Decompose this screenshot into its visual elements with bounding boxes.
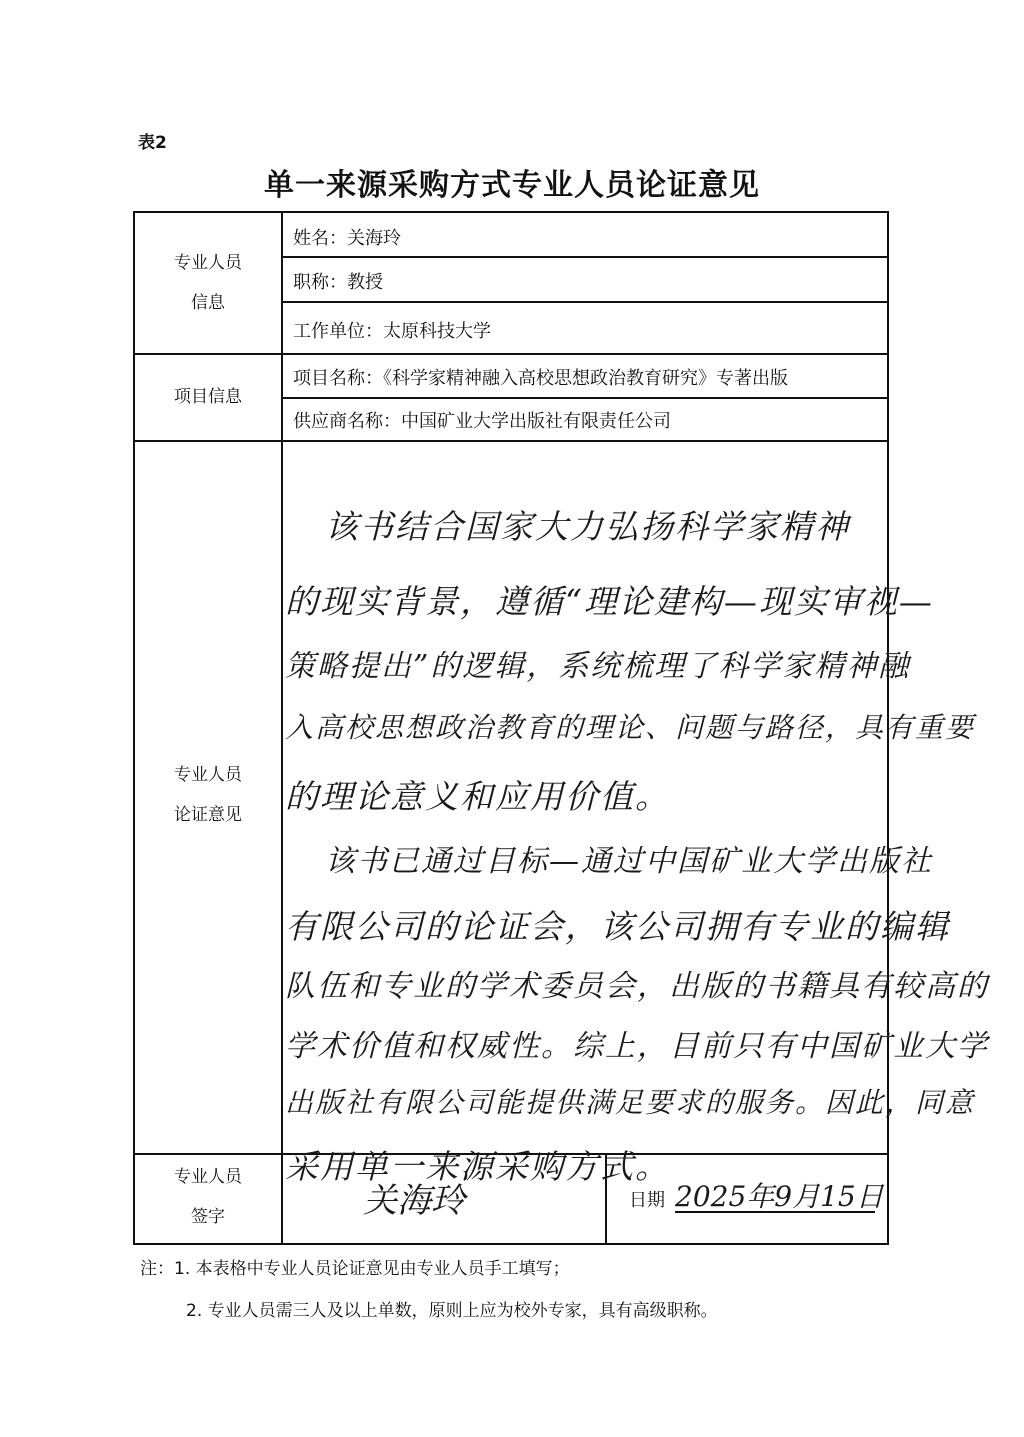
row-divider — [281, 256, 889, 258]
personnel-info-label — [135, 243, 281, 323]
handwritten-line: 采用单一来源采购方式。 — [285, 1147, 670, 1186]
handwritten-line: 入高校思想政治教育的理论、问题与路径，具有重要 — [285, 711, 976, 744]
document-title: 单一来源采购方式专业人员论证意见 — [264, 168, 760, 203]
personnel-title: 职称：教授 — [293, 272, 383, 293]
opinion-label-line1: 专业人员 — [174, 765, 242, 785]
row-divider — [281, 397, 889, 399]
signature-label-line2: 签字 — [191, 1207, 225, 1227]
handwritten-date: 2025年9月15日 — [675, 1175, 875, 1213]
supplier-name: 供应商名称：中国矿业大学出版社有限责任公司 — [293, 411, 671, 432]
handwritten-signature: 关海玲 — [363, 1181, 465, 1221]
handwritten-opinion — [285, 451, 989, 1186]
personnel-info-label-line1: 专业人员 — [174, 253, 242, 273]
note-line-1: 注：1. 本表格中专业人员论证意见由专业人员手工填写； — [140, 1259, 570, 1279]
date-label: 日期 — [629, 1190, 665, 1211]
opinion-label — [135, 755, 281, 835]
signature-label-line1: 专业人员 — [174, 1167, 242, 1187]
signature-label — [135, 1157, 281, 1237]
personnel-info-label-line2: 信息 — [191, 293, 225, 313]
personnel-employer: 工作单位：太原科技大学 — [293, 321, 491, 342]
project-name: 项目名称：《科学家精神融入高校思想政治教育研究》专著出版 — [293, 368, 788, 389]
handwritten-line: 该书已通过目标—通过中国矿业大学出版社 — [325, 844, 933, 879]
table-number-label: 表2 — [138, 133, 167, 153]
opinion-form-table — [133, 211, 989, 1245]
row-divider — [281, 301, 889, 303]
handwritten-line: 的现实背景，遵循“理论建构—现实审视— — [285, 582, 934, 621]
note-line-2: 2. 专业人员需三人及以上单数，原则上应为校外专家，具有高级职称。 — [186, 1301, 718, 1321]
handwritten-line: 的理论意义和应用价值。 — [285, 777, 670, 816]
section-divider — [135, 353, 889, 355]
handwritten-line: 出版社有限公司能提供满足要求的服务。因此，同意 — [285, 1086, 976, 1119]
handwritten-line: 有限公司的论证会，该公司拥有专业的编辑 — [285, 907, 950, 946]
personnel-name: 姓名：关海玲 — [293, 228, 401, 249]
section-divider — [135, 440, 889, 442]
handwritten-line: 学术价值和权威性。综上，目前只有中国矿业大学 — [285, 1029, 989, 1064]
handwritten-line: 该书结合国家大力弘扬科学家精神 — [325, 507, 850, 546]
opinion-label-line2: 论证意见 — [174, 805, 242, 825]
column-divider — [281, 213, 283, 1245]
project-info-label: 项目信息 — [174, 387, 242, 407]
handwritten-line: 队伍和专业的学术委员会，出版的书籍具有较高的 — [285, 969, 989, 1004]
handwritten-line: 策略提出”的逻辑，系统梳理了科学家精神融 — [285, 649, 911, 684]
